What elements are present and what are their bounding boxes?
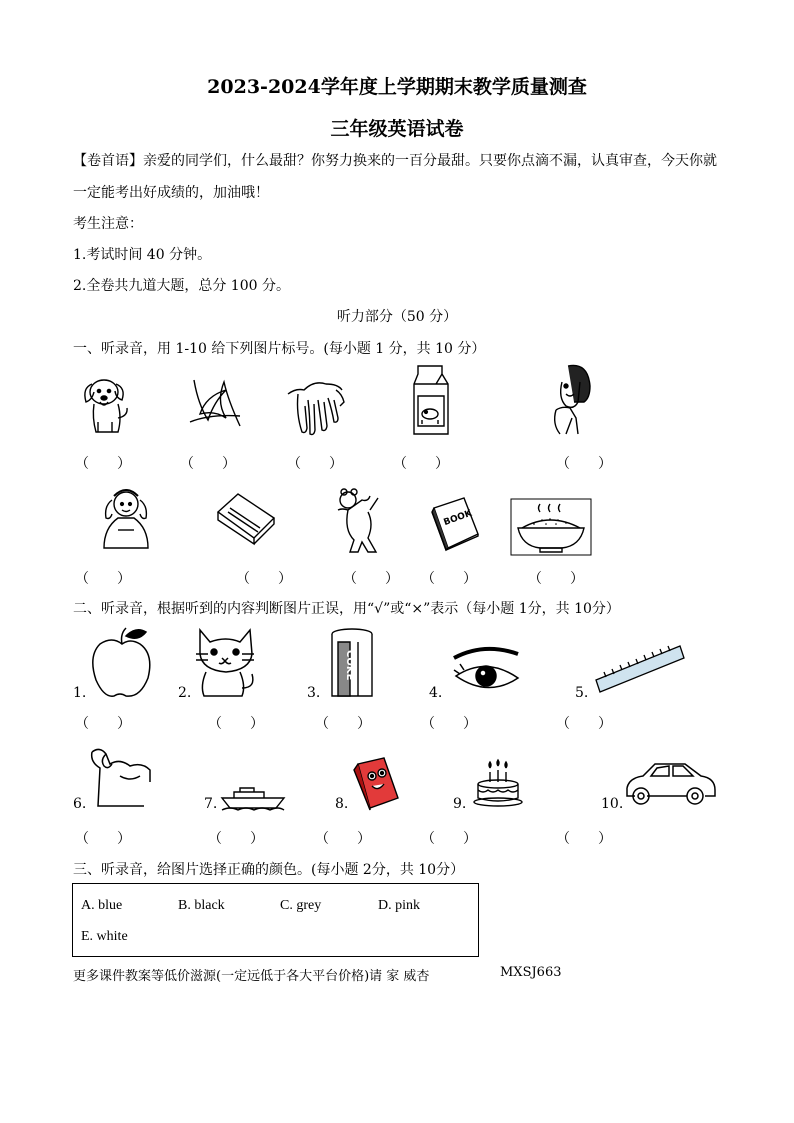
item-number: 3. <box>307 685 321 701</box>
preface-line-2: 一定能考出好成绩的，加油哦！ <box>73 185 269 201</box>
footer-code: MXSJ663 <box>500 965 562 980</box>
can-icon <box>328 628 376 698</box>
rice-bowl-icon <box>510 498 592 556</box>
color-option-d: D. pink <box>378 898 420 913</box>
answer-blank[interactable]: （ ） <box>556 831 612 847</box>
red-book-icon <box>350 756 402 812</box>
answer-blank[interactable]: （ ） <box>556 716 612 732</box>
preface-line-1: 【卷首语】亲爱的同学们，什么最甜？你努力换来的一百分最甜。只要你点滴不漏，认真审查，今天你就 <box>73 153 717 169</box>
man-face-icon <box>546 362 596 436</box>
answer-blank[interactable]: （ ） <box>393 456 449 472</box>
pencil-box-icon <box>214 490 276 546</box>
section-3-title: 三、听录音，给图片选择正确的颜色。(每小题 2分，共 10分） <box>73 862 465 878</box>
puppy-icon <box>80 374 130 438</box>
apple-icon <box>90 626 154 698</box>
answer-blank[interactable]: （ ） <box>528 571 584 587</box>
answer-blank[interactable]: （ ） <box>556 456 612 472</box>
milk-carton-icon <box>410 364 450 436</box>
answer-blank[interactable]: （ ） <box>343 571 399 587</box>
color-option-b: B. black <box>178 898 225 913</box>
answer-blank[interactable]: （ ） <box>208 716 264 732</box>
hand-icon <box>284 374 348 438</box>
ruler-icon <box>592 640 686 700</box>
answer-blank[interactable]: （ ） <box>421 831 477 847</box>
answer-blank[interactable]: （ ） <box>75 716 131 732</box>
answer-blank[interactable]: （ ） <box>315 716 371 732</box>
item-number: 9. <box>453 796 467 812</box>
note-item-1: 1.考试时间 40 分钟。 <box>73 247 212 263</box>
book-label: BOOK <box>442 508 474 529</box>
answer-blank[interactable]: （ ） <box>75 456 131 472</box>
item-number: 8. <box>335 796 349 812</box>
item-number: 1. <box>73 685 87 701</box>
scribble-icon <box>186 374 244 430</box>
answer-blank[interactable]: （ ） <box>180 456 236 472</box>
book-icon <box>428 494 482 554</box>
answer-blank[interactable]: （ ） <box>236 571 292 587</box>
item-number: 10. <box>601 796 624 812</box>
answer-blank[interactable]: （ ） <box>421 716 477 732</box>
arm-icon <box>90 746 154 808</box>
answer-blank[interactable]: （ ） <box>287 456 343 472</box>
notes-heading: 考生注意： <box>73 216 143 232</box>
item-number: 6. <box>73 796 87 812</box>
ship-icon <box>220 784 286 810</box>
color-option-e: E. white <box>81 929 128 944</box>
answer-blank[interactable]: （ ） <box>75 831 131 847</box>
bear-icon <box>334 486 384 554</box>
listening-header: 听力部分（50 分） <box>336 309 458 325</box>
answer-blank[interactable]: （ ） <box>75 571 131 587</box>
car-icon <box>623 760 719 808</box>
item-number: 4. <box>429 685 443 701</box>
section-1-title: 一、听录音，用 1-10 给下列图片标号。(每小题 1 分，共 10 分） <box>73 341 486 357</box>
cat-icon <box>194 626 258 698</box>
color-option-a: A. blue <box>81 898 123 913</box>
doll-icon <box>98 486 154 554</box>
eye-icon <box>450 644 522 696</box>
item-number: 7. <box>204 796 218 812</box>
note-item-2: 2.全卷共九道大题，总分 100 分。 <box>73 278 290 294</box>
answer-blank[interactable]: （ ） <box>421 571 477 587</box>
page-title: 2023-2024学年度上学期期末教学质量测查 <box>207 76 587 98</box>
cake-icon <box>472 758 524 808</box>
page-subtitle: 三年级英语试卷 <box>330 118 464 140</box>
color-option-c: C. grey <box>280 898 322 913</box>
can-label: COKE <box>344 650 355 681</box>
item-number: 5. <box>575 685 589 701</box>
answer-blank[interactable]: （ ） <box>315 831 371 847</box>
answer-blank[interactable]: （ ） <box>208 831 264 847</box>
section-2-title: 二、听录音，根据听到的内容判断图片正误，用“√”或“×”表示（每小题 1分，共 10分） <box>73 601 620 617</box>
footer-text: 更多课件教案等低价滋源(一定远低于各大平台价格)请 家 威杏 <box>73 969 430 984</box>
item-number: 2. <box>178 685 192 701</box>
color-options-box <box>72 883 479 957</box>
